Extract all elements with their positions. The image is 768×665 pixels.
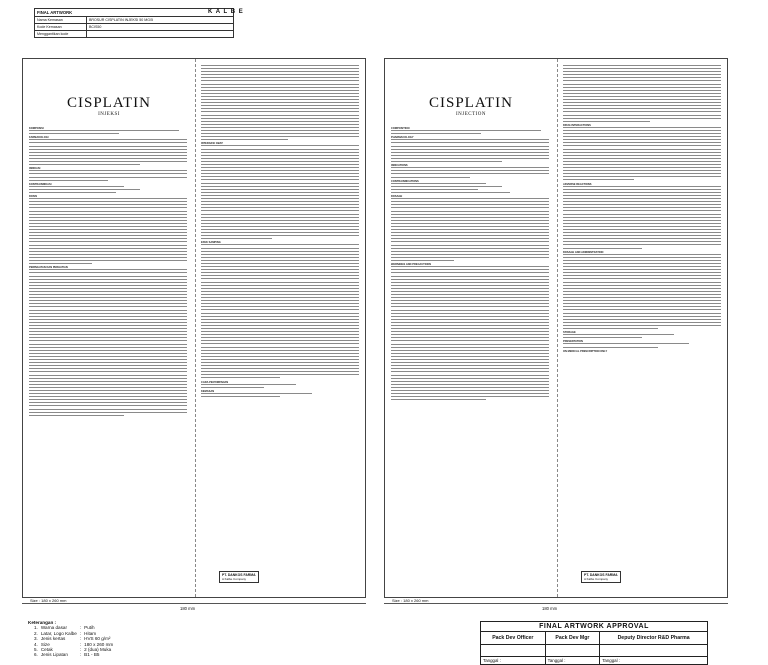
leaflet-title: CISPLATIN (66, 95, 151, 111)
legend-label: Latar, Logo Kalbe (40, 630, 77, 636)
legend-label: Jenis kertas (40, 636, 66, 642)
size-label: Size : 180 x 260 mm (392, 598, 429, 603)
text-block (563, 334, 721, 338)
section-heading: COMPOSITION (391, 127, 410, 130)
text-block (29, 198, 187, 264)
legend-sep: : (79, 641, 82, 647)
text-block (391, 198, 549, 261)
text-block (391, 266, 549, 400)
section-heading: ON MEDICAL PRESCRIPTION ONLY (563, 349, 608, 353)
artwork-row-value: BROSUR CISPLATIN INJEKSI 50 MG/5 (87, 17, 234, 24)
leaflet-subtitle: INJEKSI (98, 112, 120, 117)
section-heading: DOSIS (29, 195, 38, 199)
text-column-1 (29, 125, 189, 585)
text-block (29, 170, 187, 180)
legend-label: Cetak (40, 647, 53, 653)
approval-column-header: Pack Dev Officer (481, 632, 546, 645)
text-block (29, 269, 187, 415)
text-block (201, 393, 359, 397)
legend-sep: : (79, 636, 82, 642)
legend-sep: : (79, 652, 82, 658)
text-block (201, 384, 359, 388)
text-block (563, 186, 721, 249)
signature-box[interactable] (545, 645, 600, 657)
legend-value: Putih (84, 625, 95, 631)
section-heading: INDICATIONS (391, 164, 408, 168)
artwork-row (35, 17, 234, 24)
dimension-line (22, 603, 366, 604)
artwork-row-value: BCIS50 (87, 24, 234, 31)
final-artwork-table (34, 8, 234, 38)
section-heading: FARMAKOLOGI (29, 136, 49, 140)
section-heading: STORAGE (563, 331, 576, 335)
legend-label: Jenis Lipatan (40, 652, 68, 658)
legend-title: Keterangan : (28, 620, 57, 625)
legend-value: HVS 60 g/m² (84, 636, 111, 642)
text-block (201, 145, 359, 239)
section-heading: INDIKASI (29, 167, 41, 171)
section-heading: CARA PENYIMPANAN (201, 380, 229, 384)
approval-date: Tanggal : (481, 657, 546, 665)
section-heading: KEMASAN (201, 389, 215, 393)
section-heading: DOSAGE AND ADMINISTRATION (563, 250, 604, 254)
section-heading: PHARMACOLOGY (391, 136, 414, 140)
legend-num: 1. (34, 625, 38, 631)
artwork-row-label: Menggantikan kode (35, 31, 87, 38)
signature-box[interactable] (481, 645, 546, 657)
manufacturer-name: PT. DANKOS FARMA (222, 573, 256, 577)
artwork-row (35, 31, 234, 38)
manufacturer-name: PT. DANKOS FARMA (584, 573, 618, 577)
text-block (201, 65, 359, 140)
text-column-2 (201, 65, 361, 585)
artwork-row (35, 24, 234, 31)
section-heading: WARNINGS AND PRECAUTIONS (391, 263, 432, 267)
leaflet-title: CISPLATIN (428, 95, 513, 111)
manufacturer-sub: A Kalbe Company (584, 577, 609, 581)
approval-column-header: Pack Dev Mgr (545, 632, 600, 645)
dimension-line (384, 603, 728, 604)
text-block (563, 343, 721, 347)
text-block (29, 186, 187, 193)
manufacturer-logo (219, 571, 259, 583)
artwork-row-value (87, 31, 234, 38)
dimension-label: 180 mm (542, 606, 558, 611)
legend-value: 180 x 260 mm (84, 641, 114, 647)
legend-num: 2. (34, 630, 38, 636)
legend-item (34, 652, 116, 657)
text-column-1 (391, 125, 551, 585)
text-block (201, 244, 359, 378)
section-heading: ADVERSE REACTIONS (563, 182, 592, 186)
section-heading: EFEK SAMPING (201, 241, 221, 245)
size-label: Size : 180 x 260 mm (30, 598, 67, 603)
approval-date: Tanggal : (600, 657, 708, 665)
dimension-label: 180 mm (180, 606, 196, 611)
text-block (391, 139, 549, 162)
approval-title: FINAL ARTWORK APPROVAL (481, 622, 708, 632)
text-block (391, 130, 541, 134)
legend-num: 5. (34, 647, 38, 653)
fold-line (195, 59, 196, 597)
legend-num: 3. (34, 636, 38, 642)
text-block (563, 65, 721, 122)
kalbe-logo: K A L B E (208, 9, 244, 15)
text-block (29, 130, 179, 134)
artwork-row-label: Nama Kemasan (35, 17, 87, 24)
legend-sep: : (79, 647, 82, 653)
section-heading: DOSAGE (391, 195, 403, 199)
legend-table (34, 625, 116, 657)
final-artwork-header: FINAL ARTWORK (35, 9, 234, 17)
legend-label: Size (40, 641, 50, 647)
legend-sep: : (79, 630, 82, 636)
text-block (29, 139, 187, 165)
legend-value: Hitam (84, 630, 97, 636)
legend-value: B1 - B5 (84, 652, 100, 658)
text-block (563, 127, 721, 181)
section-heading: KOMPOSISI (29, 127, 44, 130)
section-heading: INTERAKSI OBAT (201, 142, 223, 146)
section-heading: DRUG INTERACTIONS (563, 123, 591, 127)
text-block (391, 167, 549, 177)
text-block (563, 254, 721, 329)
manufacturer-logo (581, 571, 621, 583)
legend (28, 620, 116, 658)
manufacturer-sub: A Kalbe Company (222, 577, 247, 581)
leaflet-subtitle: INJECTION (455, 112, 487, 117)
leaflet-indonesian (22, 58, 366, 598)
artwork-row-label: Kode Kemasan (35, 24, 87, 31)
approval-table (480, 621, 708, 665)
legend-num: 6. (34, 652, 38, 658)
approval-column-header: Deputy Director R&D Pharma (600, 632, 708, 645)
approval-date: Tanggal : (545, 657, 600, 665)
fold-line (557, 59, 558, 597)
legend-value: 2 (dua) Muka (84, 647, 112, 653)
text-column-2 (563, 65, 723, 585)
legend-num: 4. (34, 641, 38, 647)
signature-box[interactable] (600, 645, 708, 657)
leaflet-english (384, 58, 728, 598)
section-heading: CONTRAINDICATIONS (391, 179, 419, 183)
legend-label: Warna dasar (40, 625, 67, 631)
section-heading: KONTRAINDIKASI (29, 182, 52, 186)
text-block (391, 183, 549, 193)
legend-sep: : (79, 625, 82, 631)
section-heading: PERINGATAN DAN PERHATIAN (29, 266, 68, 270)
section-heading: PRESENTATION (563, 340, 583, 344)
